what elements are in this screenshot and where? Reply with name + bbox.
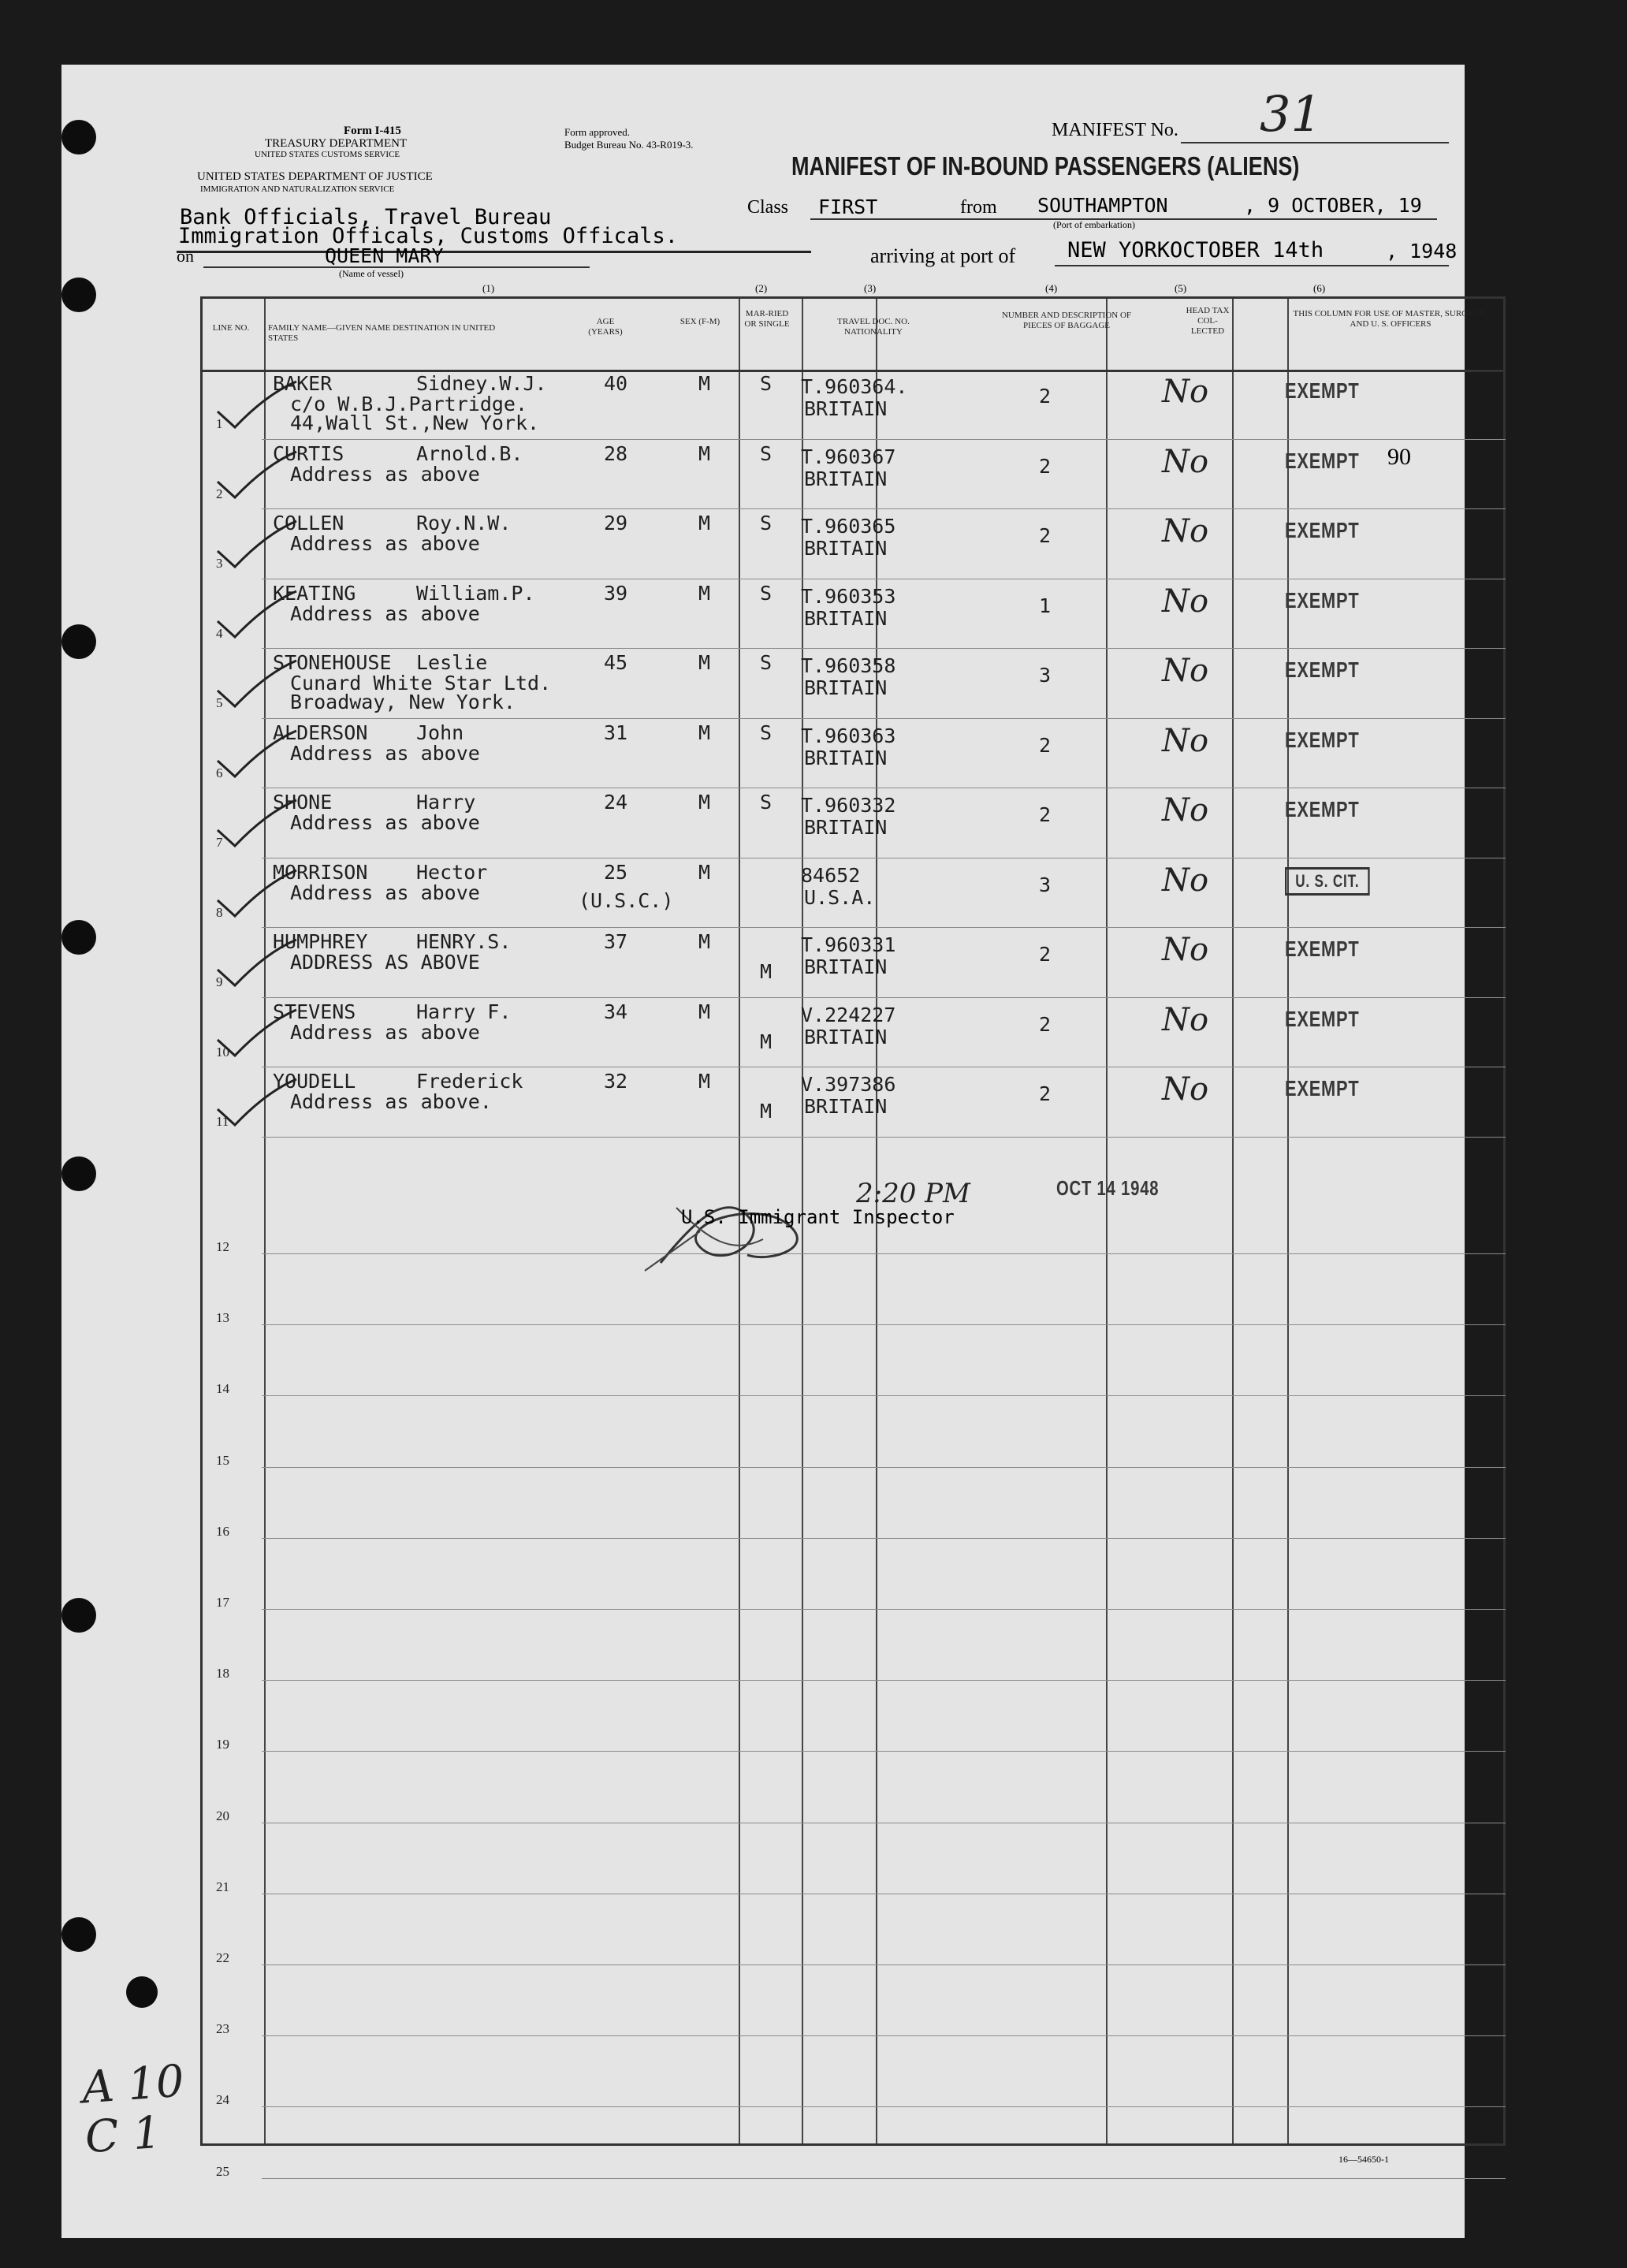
passenger-baggage-count: 2 bbox=[1039, 803, 1052, 826]
passenger-baggage-count: 1 bbox=[1039, 594, 1052, 617]
head-tax-mark: No bbox=[1162, 513, 1209, 549]
passenger-destination: c/o W.B.J.Partridge. bbox=[290, 393, 528, 415]
line-number: 24 bbox=[216, 2092, 229, 2108]
passenger-nationality: BRITAIN bbox=[804, 606, 888, 630]
passenger-marital-status: S bbox=[760, 581, 773, 605]
passenger-marital-status: S bbox=[760, 512, 773, 534]
row-divider bbox=[262, 997, 1506, 998]
class-line bbox=[810, 218, 1437, 220]
passenger-baggage-count: 2 bbox=[1039, 733, 1052, 757]
line-number: 17 bbox=[216, 1595, 229, 1610]
passenger-baggage-count: 3 bbox=[1039, 664, 1052, 687]
passenger-destination-2: 44,Wall St.,New York. bbox=[290, 412, 540, 434]
row-divider bbox=[262, 1751, 1506, 1752]
form-number: Form I-415 bbox=[344, 125, 401, 137]
passenger-given-name: HENRY.S. bbox=[416, 930, 512, 953]
passenger-nationality: BRITAIN bbox=[804, 537, 888, 560]
header-sex: SEX (F-M) bbox=[679, 317, 720, 326]
row-divider bbox=[262, 2035, 1506, 2036]
passenger-given-name: Leslie bbox=[416, 651, 488, 674]
head-tax-mark: No bbox=[1162, 862, 1209, 899]
passenger-marital-status: M bbox=[760, 960, 773, 983]
arrival-year: , 1948 bbox=[1386, 240, 1458, 263]
line-number: 14 bbox=[216, 1381, 229, 1397]
passenger-destination: Address as above bbox=[290, 532, 480, 555]
row-divider bbox=[262, 508, 1506, 509]
col-num-2: (2) bbox=[755, 282, 768, 294]
line-number: 5 bbox=[216, 695, 223, 710]
passenger-age: 25 bbox=[604, 860, 628, 884]
col-num-5: (5) bbox=[1175, 282, 1187, 294]
line-number: 8 bbox=[216, 904, 223, 920]
passenger-baggage-count: 2 bbox=[1039, 385, 1052, 408]
passenger-travel-doc: T.960364. bbox=[801, 375, 908, 398]
passenger-age: 45 bbox=[604, 651, 628, 674]
row-divider bbox=[262, 648, 1506, 649]
row-divider bbox=[262, 1467, 1506, 1468]
passenger-age: 31 bbox=[604, 721, 628, 744]
passenger-destination: Cunard White Star Ltd. bbox=[290, 672, 552, 695]
head-tax-mark: No bbox=[1162, 653, 1209, 689]
header-line: LINE NO. bbox=[212, 323, 250, 333]
passenger-baggage-count: 2 bbox=[1039, 1012, 1052, 1036]
passenger-age-note: (U.S.C.) bbox=[579, 888, 674, 912]
passenger-marital-status: S bbox=[760, 651, 773, 674]
passenger-marital-status: M bbox=[760, 1100, 773, 1123]
passenger-surname: SHONE bbox=[273, 791, 333, 814]
form-approved: Form approved. bbox=[564, 126, 631, 138]
margin-note: A 10 bbox=[80, 2055, 186, 2114]
head-tax-mark: No bbox=[1162, 932, 1209, 968]
passenger-given-name: Roy.N.W. bbox=[416, 512, 512, 534]
officer-stamp: EXEMPT bbox=[1285, 448, 1360, 473]
passenger-nationality: BRITAIN bbox=[804, 397, 888, 420]
binder-hole bbox=[126, 1976, 158, 2008]
customs-service: UNITED STATES CUSTOMS SERVICE bbox=[255, 150, 400, 159]
margin-note-2: C 1 bbox=[83, 2106, 163, 2164]
passenger-marital-status: M bbox=[760, 1030, 773, 1053]
passenger-nationality: BRITAIN bbox=[804, 1025, 888, 1048]
officer-stamp: EXEMPT bbox=[1285, 378, 1360, 403]
passenger-destination-2: Broadway, New York. bbox=[290, 691, 516, 713]
passenger-given-name: Frederick bbox=[416, 1070, 523, 1093]
passenger-travel-doc: T.960358 bbox=[801, 654, 896, 677]
line-number: 23 bbox=[216, 2021, 229, 2037]
manifest-title: MANIFEST OF IN-BOUND PASSENGERS (ALIENS) bbox=[791, 151, 1300, 181]
binder-hole bbox=[61, 1156, 96, 1191]
officer-stamp: EXEMPT bbox=[1285, 727, 1360, 752]
row-divider bbox=[262, 439, 1506, 440]
occupation-underline bbox=[177, 251, 811, 253]
passenger-sex: M bbox=[698, 791, 711, 814]
line-number: 3 bbox=[216, 556, 223, 571]
passenger-nationality: BRITAIN bbox=[804, 676, 888, 699]
binder-hole bbox=[61, 277, 96, 312]
passenger-baggage-count: 3 bbox=[1039, 873, 1052, 896]
budget-bureau: Budget Bureau No. 43-R019-3. bbox=[564, 139, 694, 151]
passenger-age: 32 bbox=[604, 1070, 628, 1093]
passenger-given-name: Hector bbox=[416, 860, 488, 884]
header-married: MAR-RIED OR SINGLE bbox=[744, 309, 790, 329]
head-tax-mark: No bbox=[1162, 443, 1209, 480]
passenger-sex: M bbox=[698, 372, 711, 395]
passenger-sex: M bbox=[698, 1070, 711, 1093]
passenger-surname: YOUDELL bbox=[273, 1070, 356, 1093]
arriving-label: arriving at port of bbox=[870, 244, 1016, 267]
ins-service: IMMIGRATION AND NATURALIZATION SERVICE bbox=[200, 184, 395, 194]
passenger-given-name: William.P. bbox=[416, 581, 535, 605]
passenger-travel-doc: T.960365 bbox=[801, 515, 896, 538]
class-label: Class bbox=[747, 197, 789, 218]
manifest-page bbox=[61, 65, 1488, 2238]
passenger-nationality: U.S.A. bbox=[804, 885, 876, 909]
passenger-sex: M bbox=[698, 721, 711, 744]
line-number: 1 bbox=[216, 416, 223, 431]
passenger-baggage-count: 2 bbox=[1039, 1082, 1052, 1105]
binder-hole bbox=[61, 624, 96, 659]
header-head-tax: HEAD TAX COL-LECTED bbox=[1186, 306, 1230, 336]
manifest-number: 31 bbox=[1260, 85, 1322, 143]
passenger-sex: M bbox=[698, 512, 711, 534]
row-divider bbox=[262, 1964, 1506, 1965]
col-num-6: (6) bbox=[1313, 282, 1326, 294]
line-number: 19 bbox=[216, 1737, 229, 1752]
line-number: 6 bbox=[216, 765, 223, 780]
binder-hole bbox=[61, 120, 96, 155]
footer-code: 16—54650-1 bbox=[1338, 2154, 1389, 2165]
passenger-destination: Address as above bbox=[290, 881, 480, 904]
passenger-sex: M bbox=[698, 860, 711, 884]
col-num-4: (4) bbox=[1045, 282, 1058, 294]
officer-stamp: U. S. CIT. bbox=[1285, 867, 1370, 896]
passenger-surname: STONEHOUSE bbox=[273, 651, 392, 674]
passenger-surname: CURTIS bbox=[273, 441, 344, 465]
passenger-age: 29 bbox=[604, 512, 628, 534]
head-tax-mark: No bbox=[1162, 583, 1209, 620]
vessel-caption: (Name of vessel) bbox=[339, 268, 404, 279]
line-number: 18 bbox=[216, 1666, 229, 1681]
occupation-line-1: Bank Officials, Travel Bureau bbox=[180, 205, 552, 229]
passenger-nationality: BRITAIN bbox=[804, 746, 888, 769]
line-number: 11 bbox=[216, 1114, 229, 1129]
binder-hole bbox=[61, 920, 96, 955]
line-number: 16 bbox=[216, 1523, 229, 1539]
col-num-1: (1) bbox=[482, 282, 495, 294]
row-divider bbox=[262, 2178, 1506, 2179]
passenger-destination: Address as above bbox=[290, 811, 480, 834]
passenger-age: 28 bbox=[604, 441, 628, 465]
line-number: 21 bbox=[216, 1879, 229, 1894]
head-tax-mark: No bbox=[1162, 1071, 1209, 1108]
passenger-given-name: Harry F. bbox=[416, 1000, 512, 1023]
passenger-destination: Address as above bbox=[290, 1020, 480, 1044]
passenger-baggage-count: 2 bbox=[1039, 524, 1052, 547]
treasury-department: TREASURY DEPARTMENT bbox=[265, 137, 408, 150]
head-tax-mark: No bbox=[1162, 722, 1209, 759]
passenger-nationality: BRITAIN bbox=[804, 955, 888, 978]
passenger-sex: M bbox=[698, 930, 711, 953]
arrival-line bbox=[1055, 265, 1449, 266]
embark-date: , 9 OCTOBER, 19 bbox=[1244, 194, 1422, 217]
passenger-destination: ADDRESS AS ABOVE bbox=[290, 951, 480, 974]
officer-stamp: EXEMPT bbox=[1285, 657, 1360, 682]
head-tax-mark: No bbox=[1162, 1001, 1209, 1038]
class-value: FIRST bbox=[818, 196, 878, 218]
line-number: 12 bbox=[216, 1239, 229, 1254]
passenger-age: 24 bbox=[604, 791, 628, 814]
passenger-travel-doc: T.960353 bbox=[801, 584, 896, 608]
passenger-surname: ALDERSON bbox=[273, 721, 368, 744]
header-officers: THIS COLUMN FOR USE OF MASTER, SURGEON, AND U. S. OFFICERS bbox=[1293, 309, 1488, 329]
passenger-baggage-count: 2 bbox=[1039, 454, 1052, 478]
officer-stamp: EXEMPT bbox=[1285, 587, 1360, 613]
passenger-age: 34 bbox=[604, 1000, 628, 1023]
row-divider bbox=[262, 1609, 1506, 1610]
passenger-marital-status: S bbox=[760, 721, 773, 744]
passenger-age: 39 bbox=[604, 581, 628, 605]
officer-stamp: EXEMPT bbox=[1285, 518, 1360, 542]
passenger-destination: Address as above. bbox=[290, 1090, 492, 1113]
passenger-surname: BAKER bbox=[273, 372, 333, 395]
row-divider bbox=[262, 1680, 1506, 1681]
row-divider bbox=[262, 1538, 1506, 1539]
passenger-sex: M bbox=[698, 581, 711, 605]
col-num-3: (3) bbox=[864, 282, 877, 294]
line-number: 4 bbox=[216, 625, 223, 641]
passenger-given-name: Sidney.W.J. bbox=[416, 372, 547, 395]
passenger-sex: M bbox=[698, 651, 711, 674]
manifest-no-line bbox=[1181, 142, 1449, 143]
row-divider bbox=[262, 1253, 1506, 1254]
passenger-nationality: BRITAIN bbox=[804, 467, 888, 490]
manifest-no-label: MANIFEST No. bbox=[1052, 120, 1178, 140]
embark-caption: (Port of embarkation) bbox=[1053, 219, 1135, 230]
vessel-name: QUEEN MARY bbox=[325, 244, 444, 267]
inspector-time: 2:20 PM bbox=[856, 1178, 970, 1209]
date-stamp: OCT 14 1948 bbox=[1056, 1176, 1160, 1200]
line-number: 20 bbox=[216, 1808, 229, 1823]
binder-hole bbox=[61, 1598, 96, 1633]
line-number: 2 bbox=[216, 486, 223, 501]
passenger-given-name: John bbox=[416, 721, 464, 744]
vessel-line bbox=[203, 266, 590, 268]
head-tax-mark: No bbox=[1162, 792, 1209, 829]
line-number: 25 bbox=[216, 2163, 229, 2179]
passenger-given-name: Arnold.B. bbox=[416, 441, 523, 465]
passenger-marital-status: S bbox=[760, 441, 773, 465]
passenger-travel-doc: V.397386 bbox=[801, 1073, 896, 1096]
passenger-destination: Address as above bbox=[290, 462, 480, 486]
passenger-marital-status: S bbox=[760, 372, 773, 395]
inspector-signature bbox=[629, 1176, 866, 1287]
header-travel-doc: TRAVEL DOC. NO. NATIONALITY bbox=[837, 317, 910, 337]
passenger-travel-doc: V.224227 bbox=[801, 1003, 896, 1026]
on-label: on bbox=[177, 246, 194, 266]
head-tax-mark: No bbox=[1162, 374, 1209, 410]
embark-port: SOUTHAMPTON bbox=[1037, 194, 1168, 217]
line-number: 22 bbox=[216, 1950, 229, 1965]
row-divider bbox=[262, 2106, 1506, 2107]
inspector-caption: U.S. Immigrant Inspector bbox=[681, 1206, 955, 1228]
from-label: from bbox=[960, 197, 997, 218]
passenger-travel-doc: T.960332 bbox=[801, 794, 896, 817]
line-number: 7 bbox=[216, 835, 223, 850]
passenger-baggage-count: 2 bbox=[1039, 943, 1052, 966]
line-number: 9 bbox=[216, 974, 223, 989]
passenger-travel-doc: T.960367 bbox=[801, 445, 896, 468]
row-divider bbox=[262, 1137, 1506, 1138]
header-age: AGE (YEARS) bbox=[588, 317, 623, 337]
arrival-port: NEW YORKOCTOBER 14th bbox=[1067, 238, 1324, 263]
officer-stamp: EXEMPT bbox=[1285, 1006, 1360, 1031]
passenger-travel-doc: T.960363 bbox=[801, 724, 896, 747]
passenger-destination: Address as above bbox=[290, 741, 480, 765]
passenger-destination: Address as above bbox=[290, 601, 480, 625]
binder-hole bbox=[61, 1917, 96, 1952]
officer-stamp: EXEMPT bbox=[1285, 797, 1360, 821]
officer-stamp: EXEMPT bbox=[1285, 937, 1360, 961]
passenger-surname: MORRISON bbox=[273, 860, 368, 884]
passenger-surname: STEVENS bbox=[273, 1000, 356, 1023]
passenger-travel-doc: 84652 bbox=[801, 863, 861, 887]
officer-note: 90 bbox=[1387, 443, 1411, 470]
passenger-marital-status: S bbox=[760, 791, 773, 814]
passenger-age: 37 bbox=[604, 930, 628, 953]
officer-stamp: EXEMPT bbox=[1285, 1076, 1360, 1100]
passenger-surname: KEATING bbox=[273, 581, 356, 605]
header-baggage: NUMBER AND DESCRIPTION OF PIECES OF BAGGAGE bbox=[1001, 311, 1132, 330]
passenger-nationality: BRITAIN bbox=[804, 1095, 888, 1118]
row-divider bbox=[262, 718, 1506, 719]
row-divider bbox=[262, 1324, 1506, 1325]
passenger-nationality: BRITAIN bbox=[804, 816, 888, 839]
line-number: 10 bbox=[216, 1044, 229, 1060]
line-number: 13 bbox=[216, 1310, 229, 1326]
header-name: FAMILY NAME—GIVEN NAME DESTINATION IN UNITED STATES bbox=[268, 323, 496, 343]
occupation-line-2: Immigration Officals, Customs Officals. bbox=[178, 224, 678, 248]
passenger-sex: M bbox=[698, 441, 711, 465]
passenger-given-name: Harry bbox=[416, 791, 476, 814]
passenger-travel-doc: T.960331 bbox=[801, 933, 896, 956]
passenger-age: 40 bbox=[604, 372, 628, 395]
justice-department: UNITED STATES DEPARTMENT OF JUSTICE bbox=[197, 170, 433, 183]
row-divider bbox=[262, 927, 1506, 928]
passenger-sex: M bbox=[698, 1000, 711, 1023]
line-number: 15 bbox=[216, 1452, 229, 1468]
passenger-surname: COLLEN bbox=[273, 512, 344, 534]
passenger-surname: HUMPHREY bbox=[273, 930, 368, 953]
row-divider bbox=[262, 1395, 1506, 1396]
